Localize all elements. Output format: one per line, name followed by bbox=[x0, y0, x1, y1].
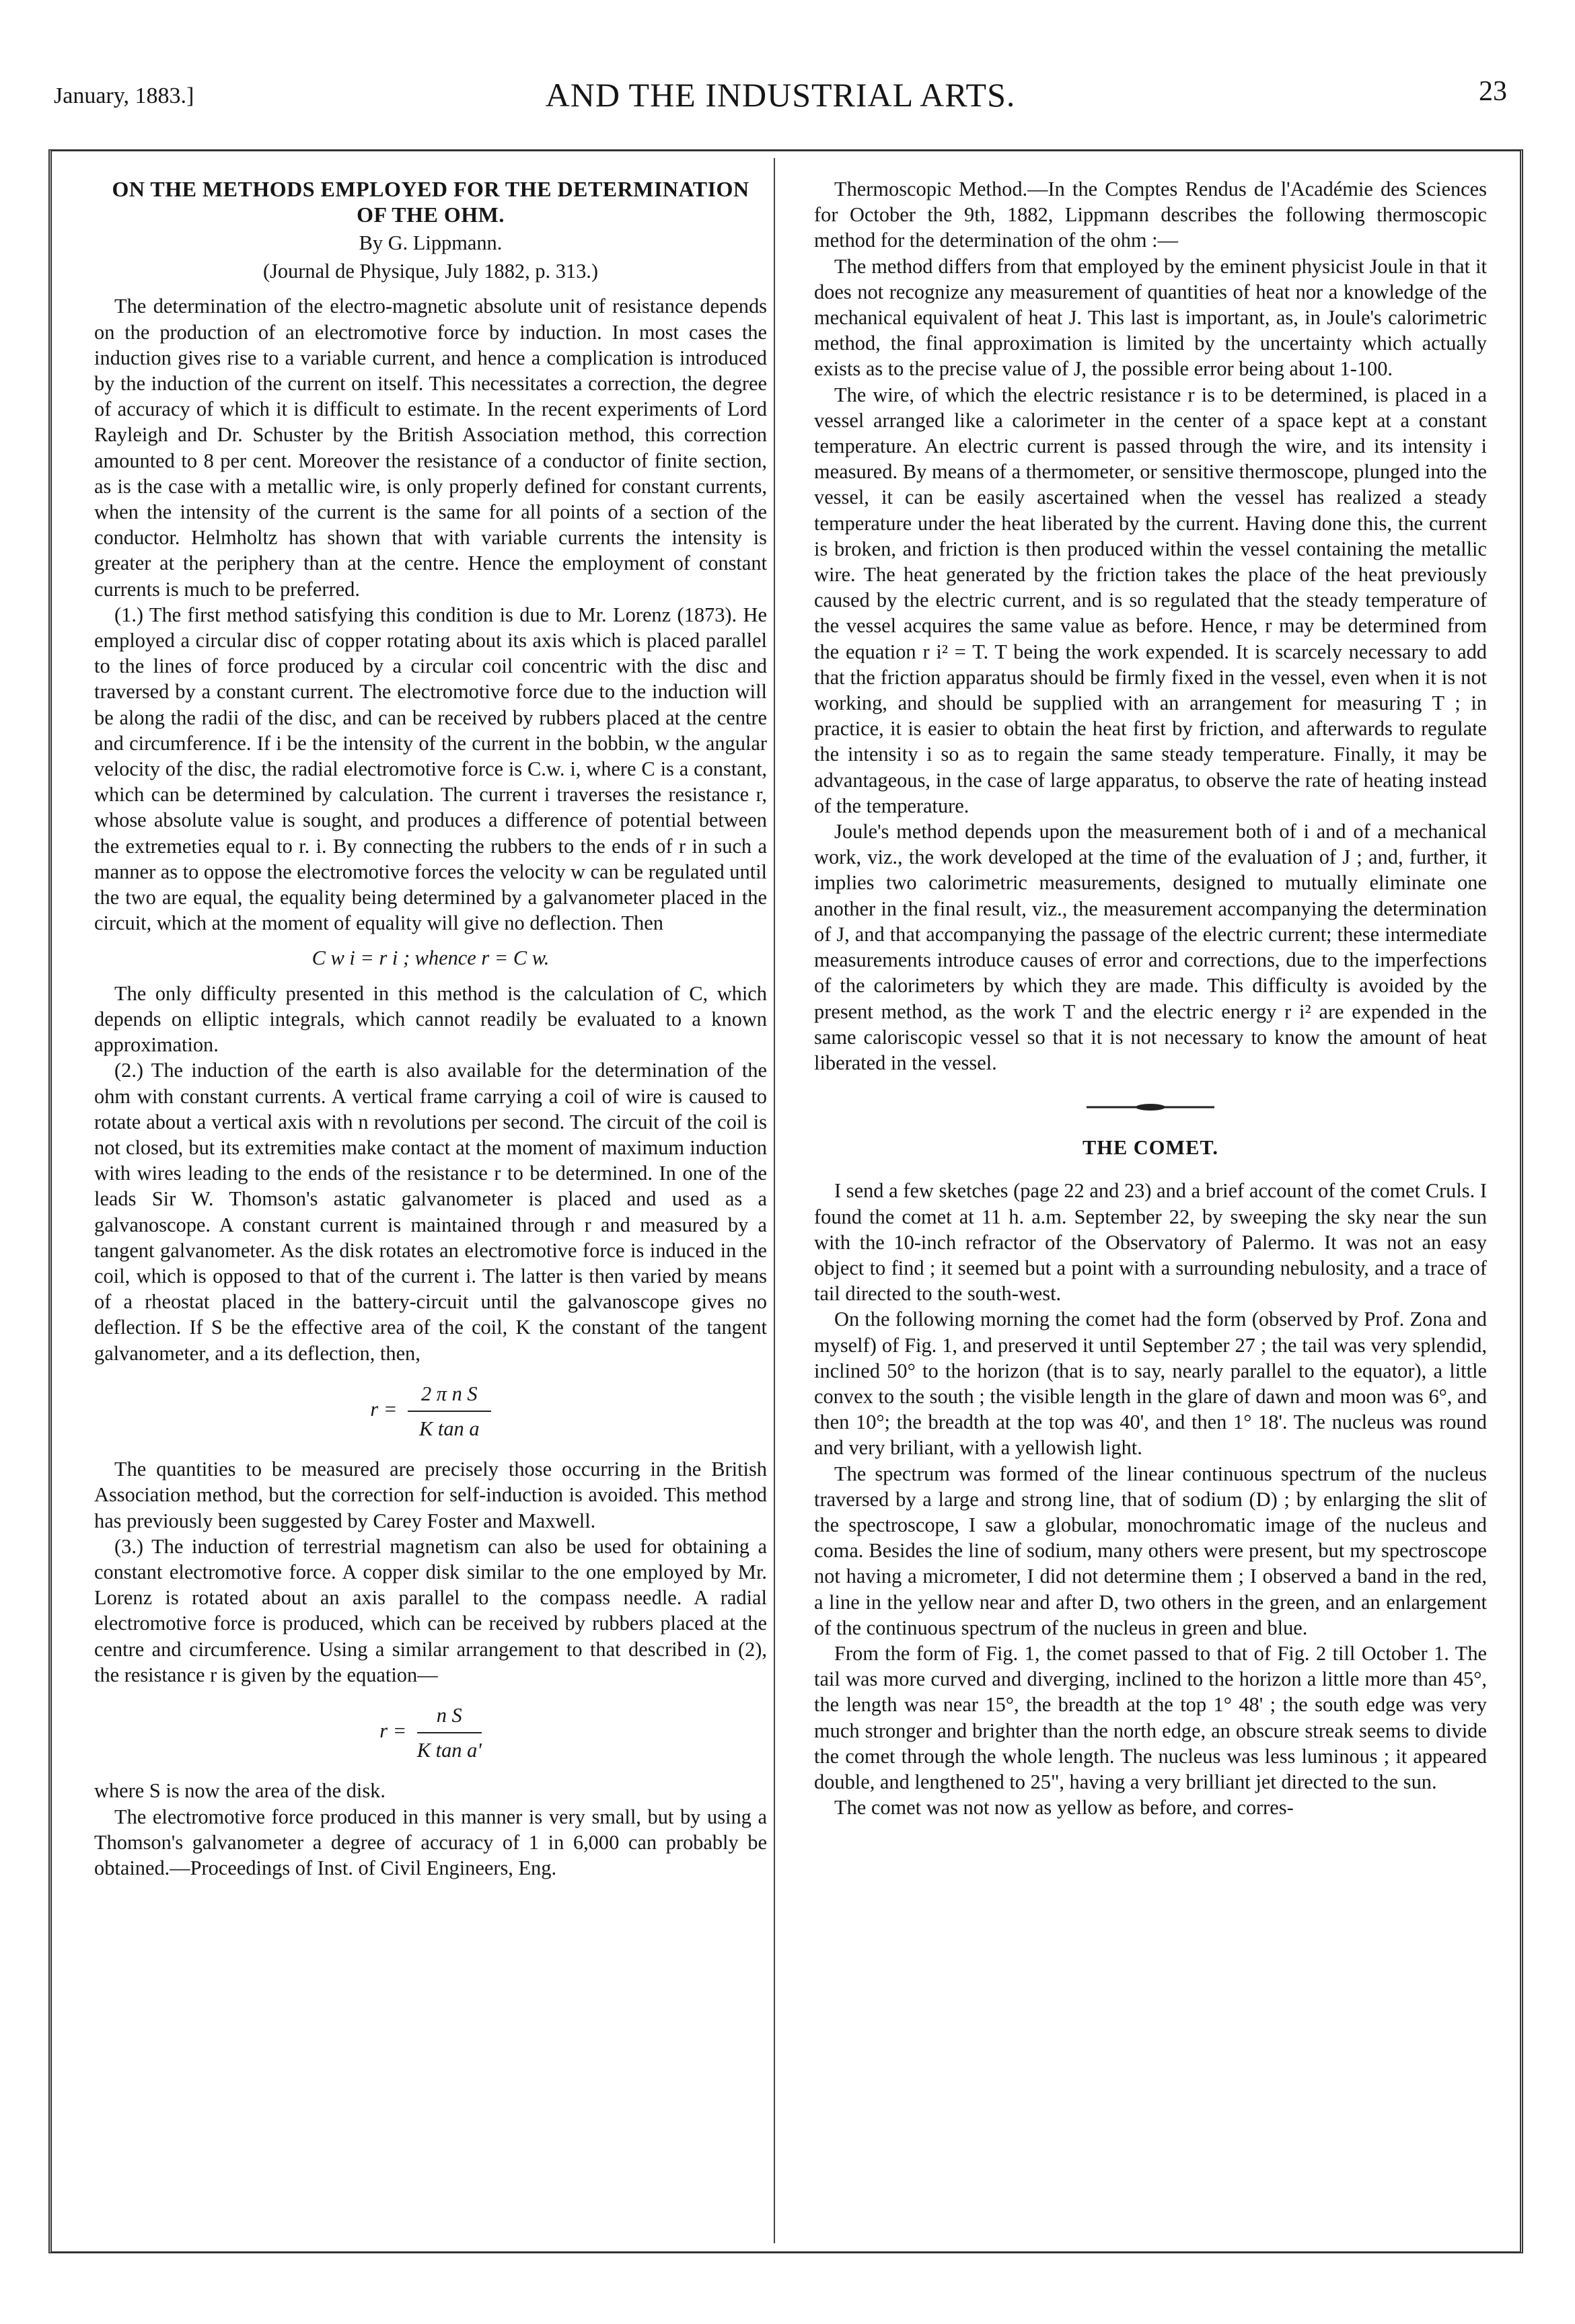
paragraph: The quantities to be measured are precisely those occurring in the British Association method, but the correction for self-induction is avoided. This method has previously been suggested by Carey Foster and Maxwell. bbox=[94, 1458, 767, 1532]
paragraph: Thermoscopic Method.—In the Comptes Rendus de l'Académie des Sciences for October the 9th, 1882, Lippmann describes the following thermoscopic method for the determination of the ohm :— bbox=[814, 178, 1487, 252]
paragraph: The method differs from that employed by the eminent physicist Joule in that it does not recognize any measurement of quantities of heat nor a knowledge of the mechanical equivalent of heat J. This last is important, as, in Joule's calorimetric method, the final approximation is limited by the uncertainty which actually exists as to the precise value of J, the possible error being about 1-100. bbox=[814, 254, 1487, 381]
paragraph: The comet was not now as yellow as before, and corres- bbox=[834, 1796, 1294, 1820]
byline: By G. Lippmann. bbox=[359, 231, 503, 254]
fraction-formula bbox=[94, 1381, 767, 1441]
paragraph: The only difficulty presented in this method is the calculation of C, which depends on elliptic integrals, which cannot readily be evaluated to a known approximation. bbox=[94, 981, 767, 1057]
paragraph: (2.) The induction of the earth is also available for the determination of the ohm with constant currents. A vertical frame carrying a coil of wire is caused to rotate about a vertical axis with n revolutions per second. The circuit of the coil is not closed, but its extremities make contact at the moment of maximum induction with wires leading to the ends of the resistance r to be determined. In one of the leads Sir W. Thomson's astatic galvanometer is placed and used as a galvanoscope. A constant current is maintained through r and measured by a tangent galvanometer. As the disk rotates an electromotive force is induced in the coil, which is opposed to that of the current i. The latter is then varied by means of a rheostat placed in the battery-circuit until the galvanoscope gives no deflection. If S be the effective area of the coil, K the constant of the tangent galvanometer, and a its deflection, then, bbox=[94, 1059, 767, 1365]
section-ornament bbox=[1087, 1102, 1214, 1112]
fraction-numerator: n S bbox=[417, 1702, 482, 1733]
left-column bbox=[94, 176, 767, 1881]
paragraph: The wire, of which the electric resistance r is to be determined, is placed in a vessel arranged like a calorimeter in the center of a space kept at a constant temperature. An electric current is passed through the wire, and its intensity i measured. By means of a thermometer, or sensitive thermoscope, plunged into the vessel, it can be easily ascertained when the vessel has realized a steady temperature under the heat liberated by the current. Having done this, the current is broken, and friction is then produced within the vessel containing the metallic wire. The heat generated by the friction takes the place of the heat previously caused by the electric current, and is so regulated that the steady temperature of the vessel acquires the same value as before. Hence, r may be determined from the equation r i² = T. T being the work expended. It is scarcely necessary to add that the friction apparatus should be firmly fixed in the vessel, even when it is not working, and should be supplied with an arrangement for measuring T ; in practice, it is easier to obtain the heat first by friction, and afterwards to regulate the intensity i so as to regain the same steady temperature. Finally, it may be advantageous, in the case of large apparatus, to observe the rate of heating instead of the temperature. bbox=[814, 383, 1487, 817]
paragraph: Joule's method depends upon the measurement both of i and of a mechanical work, viz., the work developed at the time of the evaluation of J ; and, further, it implies two calorimetric measurements, designed to mutually eliminate one another in the final result, viz., the measurement accompanying the determination of J, and that accompanying the passage of the electric current; these intermediate measurements introduce causes of error and corrections, due to the imperfections of the calorimeters by which they are made. This difficulty is avoided by the present method, as the work T and the electric energy r i² are expended in the same caloriscopic vessel so that it is not necessary to know the amount of heat liberated in the vessel. bbox=[814, 820, 1487, 1074]
article-title: ON THE METHODS EMPLOYED FOR THE DETERMINATION OF THE OHM. bbox=[112, 177, 749, 227]
right-column bbox=[814, 176, 1487, 1820]
paragraph: where S is now the area of the disk. bbox=[94, 1779, 386, 1803]
formula-lhs: r = bbox=[370, 1397, 398, 1421]
page-number: 23 bbox=[1479, 76, 1507, 107]
paragraph: The electromotive force produced in this manner is very small, but by using a Thomson's galvanometer a degree of accuracy of 1 in 6,000 can probably be obtained.—Proceedings of Inst. of Civil Engineers, Eng. bbox=[94, 1805, 767, 1879]
fraction-numerator: 2 π n S bbox=[408, 1381, 491, 1412]
paragraph: (1.) The first method satisfying this condition is due to Mr. Lorenz (1873). He employed a circular disc of copper rotating about its axis which is placed parallel to the lines of force produced by a circular coil concentric with the disc and traversed by a constant current. The electromotive force due to the induction will be along the radii of the disc, and can be received by rubbers placed at the centre and circumference. If i be the intensity of the current in the bobbin, w the angular velocity of the disc, the radial electromotive force is C.w. i, where C is a constant, which can be determined by calculation. The current i traverses the resistance r, whose absolute value is sought, and produces a difference of potential between the extremeties equal to r. i. By connecting the rubbers to the ends of r in such a manner as to oppose the electromotive forces the velocity w can be regulated until the two are equal, the equality being determined by a galvanometer placed in the circuit, which at the moment of equality will give no deflection. Then bbox=[94, 603, 767, 935]
column-divider bbox=[774, 158, 775, 2243]
header-title: AND THE INDUSTRIAL ARTS. bbox=[545, 76, 1016, 114]
paragraph: (3.) The induction of terrestrial magnetism can also be used for obtaining a constant electromotive force. A copper disk similar to the one employed by Mr. Lorenz is rotated about an axis parallel to the compass needle. A radial electromotive force is produced, which can be received by rubbers placed at the centre and circumference. Using a similar arrangement to that described in (2), the resistance r is given by the equation— bbox=[94, 1534, 767, 1686]
paragraph: The determination of the electro-magnetic absolute unit of resistance depends on the production of an electromotive force by induction. In most cases the induction gives rise to a variable current, and hence a complication is introduced by the induction of the current on itself. This necessitates a correction, the degree of accuracy of which it is difficult to estimate. In the recent experiments of Lord Rayleigh and Dr. Schuster by the British Association method, this correction amounted to 8 per cent. Moreover the resistance of a conductor of finite section, as is the case with a metallic wire, is only properly defined for constant currents, when the intensity of the current is the same for all points of a section of the conductor. Helmholtz has shown that with variable currents the intensity is greater at the periphery than at the centre. Hence the employment of constant currents is much to be preferred. bbox=[94, 295, 767, 601]
header-date: January, 1883.] bbox=[54, 83, 194, 108]
formula-lhs: r = bbox=[379, 1719, 407, 1743]
page-header bbox=[54, 75, 1507, 122]
fraction-denominator: K tan a bbox=[419, 1417, 480, 1440]
source-citation: (Journal de Physique, July 1882, p. 313.) bbox=[262, 260, 599, 283]
paragraph: From the form of Fig. 1, the comet passed to that of Fig. 2 till October 1. The tail was more curved and diverging, inclined to the horizon a little more than 45°, the length was near 15°, the breadth at the top 1° 48' ; the south edge was very much stronger and brighter than the north edge, an obscure streak seems to divide the comet through the whole length. The nucleus was less luminous ; it appeared double, and lengthened to 25", having a very brilliant jet directed to the sun. bbox=[814, 1641, 1487, 1793]
fraction bbox=[408, 1381, 491, 1441]
fraction-denominator: K tan a' bbox=[416, 1739, 482, 1762]
paragraph: On the following morning the comet had the form (observed by Prof. Zona and myself) of Fig. 1, and preserved it until September 27 ; the tail was very splendid, inclined 50° to the horizon (that is to say, nearly parallel to the equator), a little convex to the south ; the visible length in the glare of dawn and moon was 6°, and then 10°; the breadth at the top was 40', and then 1° 18'. The nucleus was round and very briliant, with a yellowish light. bbox=[814, 1308, 1487, 1460]
section-heading: THE COMET. bbox=[1083, 1136, 1218, 1160]
fraction-formula bbox=[94, 1702, 767, 1763]
formula: C w i = r i ; whence r = C w. bbox=[312, 946, 550, 970]
paragraph: The spectrum was formed of the linear continuous spectrum of the nucleus traversed by a large and strong line, that of sodium (D) ; by enlarging the slit of the spectroscope, I saw a globular, monochromatic image of the nucleus and coma. Besides the line of sodium, many others were present, but my spectroscope not having a micrometer, I did not determine them ; I observed a band in the red, a line in the yellow near and after D, two others in the green, and an enlargement of the continuous spectrum of the nucleus in green and blue. bbox=[814, 1462, 1487, 1639]
paragraph: I send a few sketches (page 22 and 23) and a brief account of the comet Cruls. I found the comet at 11 h. a.m. September 22, by sweeping the sky near the sun with the 10-inch refractor of the Observatory of Palermo. It was not an easy object to find ; it seemed but a point with a surrounding nebulosity, and a trace of tail directed to the south-west. bbox=[814, 1179, 1487, 1306]
fraction bbox=[417, 1702, 482, 1763]
